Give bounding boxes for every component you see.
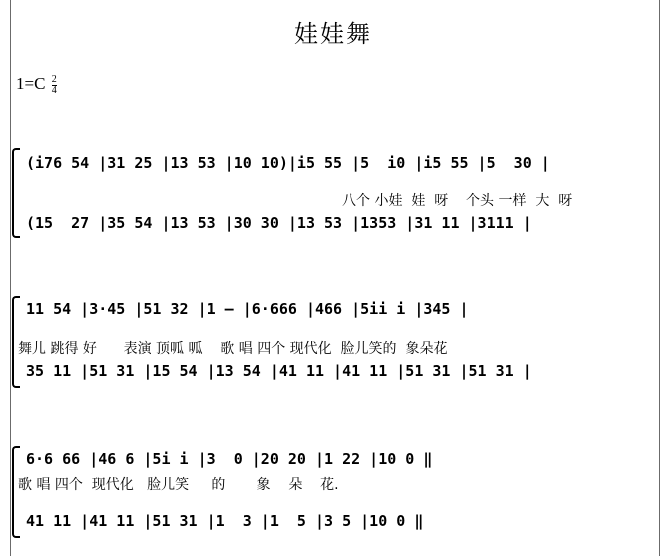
time-top: 2 bbox=[51, 73, 57, 85]
song-title: 娃娃舞 bbox=[294, 20, 372, 48]
lyrics-line: 八个 小娃 娃 呀 个头 一样 大 呀 bbox=[342, 193, 573, 209]
time-signature bbox=[52, 75, 57, 96]
accompaniment-line: 41 11 |41 11 |51 31 |1 3 |1 5 |3 5 |10 0 ‖ bbox=[26, 512, 424, 530]
melody-line: 6·6 66 |46 6 |5i i |3 0 |20 20 |1 22 |10 0 ‖ bbox=[26, 450, 433, 468]
system-brace bbox=[12, 148, 20, 238]
melody-line: 11 54 |3·45 |51 32 |1 — |6·666 |466 |5ii i |345 | bbox=[26, 300, 469, 318]
system-2 bbox=[12, 296, 642, 388]
melody-line: (i76 54 |31 25 |13 53 |10 10)|i5 55 |5 i0 |i5 55 |5 30 | bbox=[26, 154, 550, 172]
key-signature bbox=[16, 74, 57, 96]
lyrics-line: 舞儿 跳得 好 表演 顶呱 呱 歌 唱 四个 现代化 脸儿笑的 象朵花 bbox=[18, 341, 448, 357]
lyrics-line: 歌 唱 四个 现代化 脸儿笑 的 象 朵 花. bbox=[18, 477, 339, 493]
accompaniment-line: 35 11 |51 31 |15 54 |13 54 |41 11 |41 11 |51 31 |51 31 | bbox=[26, 362, 532, 380]
accompaniment-line: (15 27 |35 54 |13 53 |30 30 |13 53 |1353 |31 11 |3111 | bbox=[26, 214, 532, 232]
key-label: 1=C bbox=[16, 74, 46, 93]
system-3 bbox=[12, 446, 642, 538]
system-1 bbox=[12, 148, 642, 238]
time-bottom: 4 bbox=[51, 84, 57, 96]
